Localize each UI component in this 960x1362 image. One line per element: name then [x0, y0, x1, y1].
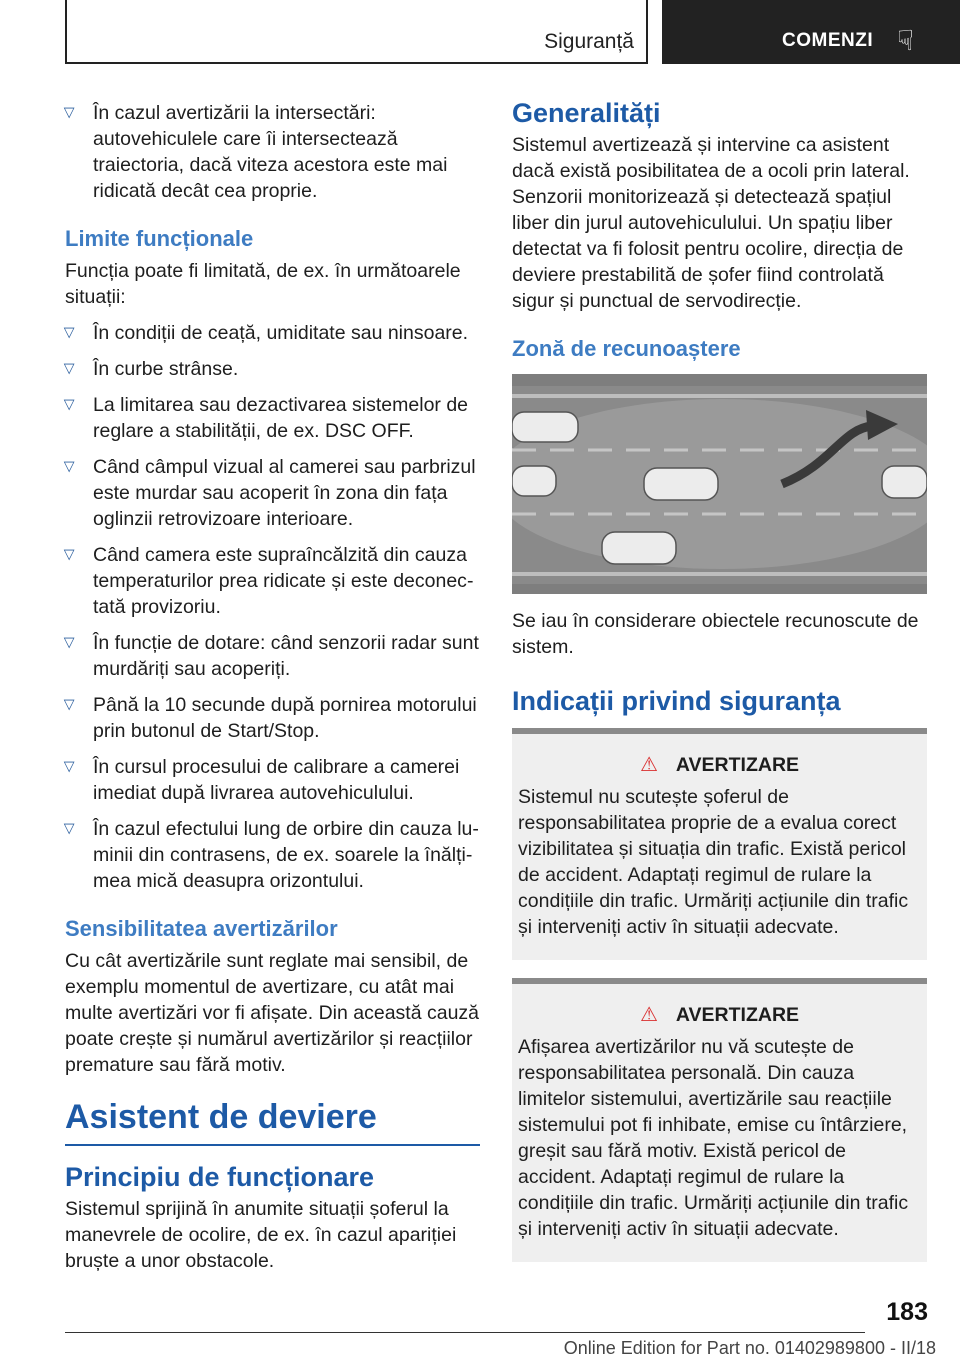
recognition-zone-illustration	[512, 374, 927, 594]
zone-heading: Zonă de recunoaștere	[512, 336, 741, 361]
list-item: ▷ Când câmpul vizual al camerei sau parbrizul este murdar sau acoperit în zona din fața oglinzii retrovizoare interioare.	[65, 454, 480, 532]
principle-heading: Principiu de funcționare	[65, 1162, 375, 1192]
warning-title: AVERTIZARE	[675, 754, 800, 776]
general-heading: Generalități	[512, 98, 661, 128]
sensitivity-text: Cu cât avertizările sunt reglate mai sensibil, de exemplu momentul de avertizare, cu atât mai multe avertizări vor fi afișate. Din această cauză poate crește și numărul avertizărilor și reacțiilor premature sau fără motiv.	[65, 950, 480, 1076]
list-item: ▷ În cazul avertizării la intersectări: autovehiculele care îi intersectează traiectoria, dacă viteza acestora este mai ridicată decât cea proprie.	[65, 100, 480, 204]
chapter-title: COMENZI	[782, 30, 874, 51]
list-item: ▷ În curbe strânse.	[65, 356, 480, 382]
safety-heading: Indicații privind siguranța	[512, 686, 841, 716]
list-item: ▷ La limitarea sau dezactivarea sistemelor de reglare a stabilității, de ex. DSC OFF.	[65, 392, 480, 444]
warning-triangle-icon: ⚠	[639, 1004, 658, 1026]
footer-divider	[65, 1332, 865, 1333]
edition-text: Online Edition for Part no. 01402989800 - II/18	[563, 1338, 936, 1358]
section-tab	[65, 0, 648, 64]
chapter-tab[interactable]	[662, 0, 960, 64]
list-item: ▷ În cazul efectului lung de orbire din cauza luminii din contrasens, de ex. soarele la înălțimea mică deasupra orizontului.	[65, 816, 480, 894]
list-item: ▷ Când camera este supraîncălzită din cauza temperaturilor prea ridicate și este deconectată provizoriu.	[65, 542, 480, 620]
section-title: Siguranță	[544, 30, 634, 53]
warning-box	[512, 728, 927, 960]
limits-heading: Limite funcționale	[65, 226, 254, 251]
intro-bullet-list	[65, 100, 480, 204]
warning-text: Afișarea avertizărilor nu vă scutește de responsabilitatea personală. Din cauza limitelor sistemului, avertizările sau reacțiile sistemului pot fi inhibate, emise cu întârziere, greșit sau fără motiv. Există pericol de accident. Adaptați regimul de rulare la condițiile din trafic. Urmăriți acțiunile din trafic și interveniți activ în situații adecvate.	[518, 1036, 909, 1240]
warning-triangle-icon: ⚠	[639, 754, 658, 776]
pointing-hand-icon: ☟	[897, 25, 915, 56]
list-item: ▷ În funcție de dotare: când senzorii radar sunt murdăriți sau acoperiți.	[65, 630, 480, 682]
road-diagram	[512, 374, 927, 594]
list-item: ▷ Până la 10 secunde după pornirea motorului prin butonul de Start/Stop.	[65, 692, 480, 744]
list-item: ▷ În cursul procesului de calibrare a camerei imediat după livrarea autovehiculului.	[65, 754, 480, 806]
limits-text: Funcția poate fi limitată, de ex. în următoarele situații:	[65, 260, 461, 308]
general-text: Sistemul avertizează și intervine ca asistent dacă există posibilitatea de a ocoli prin lateral. Senzorii monitorizează și detectează spațiul liber din jurul autovehiculului. Un spațiu liber detectat va fi folosit pentru ocolire, direcția de deviere prestabilită de șofer fiind controlată sigur și punctual de servodirecție.	[512, 134, 910, 312]
warning-title: AVERTIZARE	[675, 1004, 800, 1026]
sensitivity-heading: Sensibilitatea avertizărilor	[65, 916, 338, 941]
list-item: ▷ În condiții de ceață, umiditate sau ninsoare.	[65, 320, 480, 346]
figure-caption: Se iau în considerare obiectele recunoscute de sistem.	[512, 610, 919, 658]
limits-bullet-list	[65, 320, 480, 894]
chapter-heading: Asistent de deviere	[65, 1104, 480, 1146]
left-column	[65, 100, 480, 1274]
warning-text: Sistemul nu scutește șoferul de responsabilitatea proprie de a evalua corect vizibilitatea și situația din trafic. Există pericol de accident. Adaptați regimul de rulare la condițiile din trafic. Urmăriți acțiunile din trafic și interveniți activ în situații adecvate.	[518, 786, 909, 938]
right-column	[512, 100, 927, 1262]
principle-text: Sistemul sprijină în anumite situații șoferul la manevrele de ocolire, de ex. în cazul apariției bruște a unor obstacole.	[65, 1198, 457, 1272]
page-number: 183	[886, 1298, 928, 1326]
warning-box	[512, 978, 927, 1262]
